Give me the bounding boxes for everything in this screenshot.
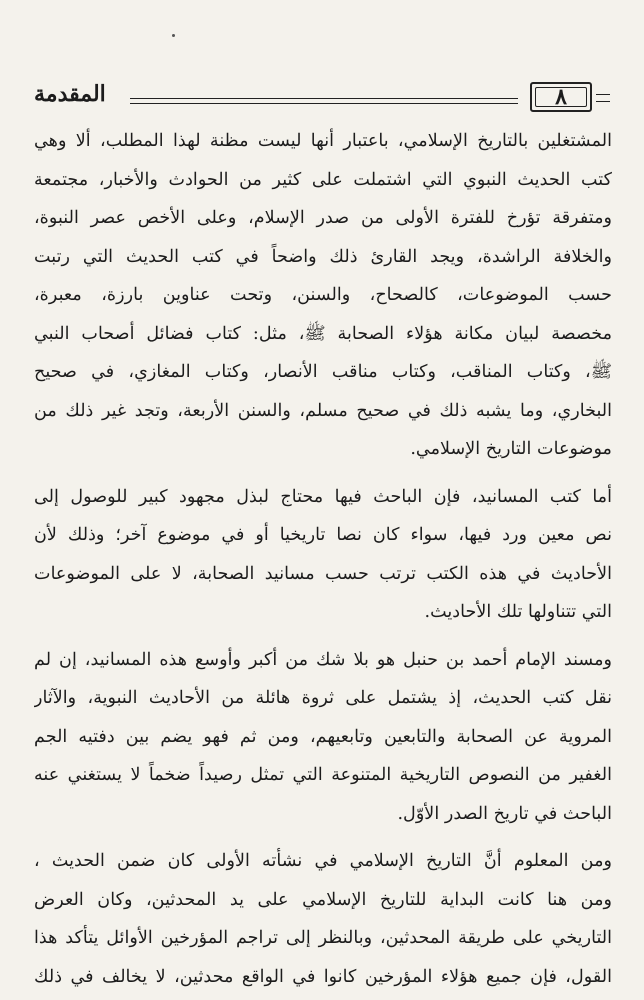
text-line: ومن المعلوم أنَّ التاريخ الإسلامي في نشأته الأولى كان ضمن الحديث ، (34, 851, 612, 871)
header-rule (130, 98, 518, 104)
header-ornament (596, 94, 610, 102)
text-line: القول، فإن جميع هؤلاء المؤرخين كانوا في الواقع محدثين، لا يخالف في ذلك (34, 966, 612, 987)
text-line: ومن هنا كانت البداية للتاريخ الإسلامي على يد المحدثين، وكان العرض (34, 889, 612, 910)
paragraph-2 (34, 478, 612, 632)
text-line: ﷺ، وكتاب المناقب، وكتاب مناقب الأنصار، وكتاب المغازي، في صحيح (34, 362, 612, 382)
text-line: الغفير من النصوص التاريخية المتنوعة التي تمثل رصيداً ضخماً لا يستغني عنه (34, 765, 612, 785)
text-line: أما كتب المسانيد، فإن الباحث فيها محتاج لبذل مجهود كبير للوصول إلى (34, 486, 612, 507)
paragraph-3 (34, 641, 612, 834)
paragraph-1 (34, 122, 612, 469)
text-line: والخلافة الراشدة، ويجد القارئ ذلك واضحاً في كتب الحديث التي رتبت (34, 246, 612, 267)
text-line: التاريخي على طريقة المحدثين، وبالنظر إلى تراجم المؤرخين الأوائل يتأكد هذا (34, 928, 612, 948)
text-line: نص معين ورد فيها، سواء كان نصا تاريخيا أو في موضوع آخر؛ وذلك لأن (34, 525, 612, 545)
scan-speck (172, 34, 175, 37)
text-line: حسب الموضوعات، كالصحاح، والسنن، وتحت عناوين بارزة، معبرة، (34, 285, 612, 305)
text-line: ومتفرقة تؤرخ للفترة الأولى من صدر الإسلام، وعلى الأخص عصر النبوة، (34, 208, 612, 228)
paragraph-gap (34, 632, 612, 641)
text-line: مخصصة لبيان مكانة هؤلاء الصحابة ﷺ، مثل: كتاب فضائل أصحاب النبي (34, 323, 612, 344)
page-header (34, 78, 610, 114)
text-line: التي تتناولها تلك الأحاديث. (424, 602, 612, 622)
paragraph-4 (34, 842, 612, 996)
text-line: الأحاديث في هذه الكتب ترتب حسب مسانيد الصحابة، لا على الموضوعات (34, 563, 612, 584)
paragraph-gap (34, 833, 612, 842)
text-line: موضوعات التاريخ الإسلامي. (410, 439, 612, 459)
page-number: ٨ (555, 84, 567, 110)
text-line: ومسند الإمام أحمد بن حنبل هو بلا شك من أكبر وأوسع هذه المسانيد، إن لم (34, 649, 612, 670)
text-line: نقل كتب الحديث، إذ يشتمل على ثروة هائلة من الأحاديث النبوية، والآثار (34, 688, 612, 708)
text-line: كتب الحديث النبوي التي اشتملت على كثير من الحوادث والأخبار، مجتمعة (34, 169, 612, 190)
text-line: المروية عن الصحابة والتابعين وتابعيهم، ومن ثم فهو يضم بين دفتيه الجم (34, 726, 612, 747)
body-text (34, 122, 612, 996)
text-line: البخاري، وما يشبه ذلك في صحيح مسلم، والسنن الأربعة، وتجد غير ذلك من (34, 400, 612, 421)
chapter-title: المقدمة (34, 81, 106, 107)
text-line: المشتغلين بالتاريخ الإسلامي، باعتبار أنها ليست مظنة لهذا المطلب، ألا وهي (34, 131, 612, 151)
page-number-box (530, 82, 592, 112)
paragraph-gap (34, 469, 612, 478)
text-line: الباحث في تاريخ الصدر الأوّل. (397, 803, 612, 824)
